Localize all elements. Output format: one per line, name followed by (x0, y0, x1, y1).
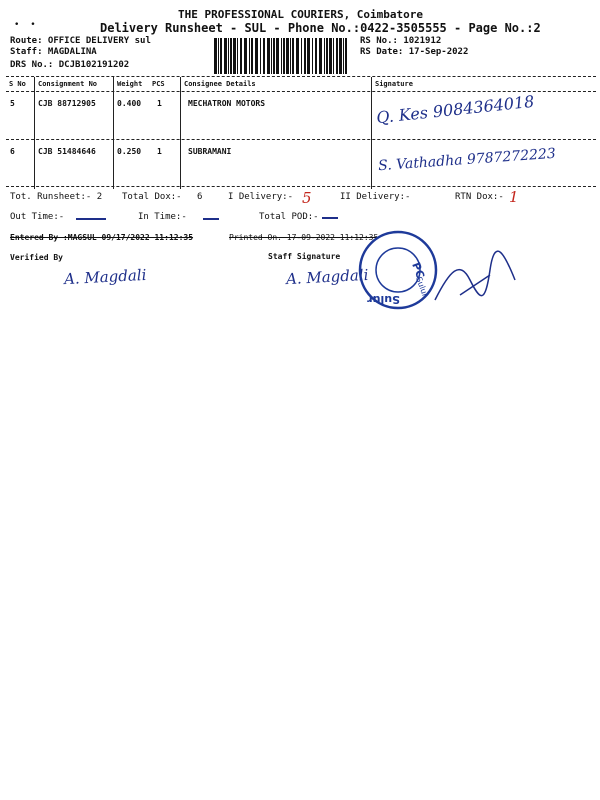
out-time-label: Out Time:- (10, 212, 65, 222)
verified-by-label: Verified By (10, 253, 63, 262)
barcode-bar (315, 38, 317, 74)
stamp-text-bottom: Sulur (367, 293, 400, 306)
barcode-bar (233, 38, 236, 74)
barcode-bar (283, 38, 285, 74)
barcode-bar (307, 38, 310, 74)
verifier-signature: A. Magdali (63, 265, 147, 289)
row-weight: 0.250 (117, 147, 142, 156)
table-top-border (6, 76, 596, 77)
row-consignment: CJB 88712905 (38, 99, 96, 108)
decorative-mark: • • (14, 20, 36, 30)
barcode-bar (273, 38, 275, 74)
stamp-text-top: PC (409, 260, 427, 281)
row-signature: S. Vathadha 9787272223 (377, 145, 557, 175)
barcode-bar (336, 38, 338, 74)
rs-date: RS Date: 17-Sep-2022 (360, 47, 469, 57)
header-pcs: PCS (152, 80, 165, 88)
barcode-bar (304, 38, 306, 74)
barcode-bar (214, 38, 217, 74)
barcode-bar (230, 38, 232, 74)
barcode-bar (267, 38, 270, 74)
ii-delivery-label: II Delivery:- (340, 192, 411, 202)
barcode (212, 36, 352, 76)
barcode-bar (319, 38, 322, 74)
header-consignee: Consignee Details (184, 80, 256, 88)
barcode-bar (276, 38, 279, 74)
barcode-bar (339, 38, 342, 74)
header-weight: Weight (117, 80, 143, 88)
rtn-dox-value: 1 (509, 188, 519, 206)
barcode-bar (249, 38, 250, 74)
col-divider (34, 77, 35, 189)
tot-runsheet: Tot. Runsheet:- 2 (10, 192, 103, 202)
barcode-bar (220, 38, 222, 74)
row-signature: Q. Kes 9084364018 (375, 91, 536, 128)
barcode-bar (324, 38, 325, 74)
barcode-bar (286, 38, 289, 74)
barcode-bar (333, 38, 334, 74)
barcode-bar (244, 38, 247, 74)
barcode-bar (251, 38, 253, 74)
barcode-bar (240, 38, 242, 74)
total-dox-value: 6 (197, 192, 203, 202)
barcode-bar (255, 38, 258, 74)
header-sno: S No (9, 80, 26, 88)
barcode-bar (329, 38, 332, 74)
barcode-bar (290, 38, 291, 74)
in-time-label: In Time:- (138, 212, 187, 222)
company-title: THE PROFESSIONAL COURIERS, Coimbatore (178, 8, 424, 21)
col-divider (180, 77, 181, 189)
barcode-bar (224, 38, 227, 74)
row-consignment: CJB 51484646 (38, 147, 96, 156)
staff-label: Staff: MAGDALINA (10, 47, 97, 57)
barcode-bar (281, 38, 282, 74)
barcode-bar (228, 38, 229, 74)
out-time-dash (76, 218, 106, 220)
row-sno: 6 (10, 147, 15, 156)
barcode-bar (326, 38, 328, 74)
row-sno: 5 (10, 99, 15, 108)
row-weight: 0.400 (117, 99, 142, 108)
drs-number: DRS No.: DCJB102191202 (10, 60, 130, 70)
printed-on: Printed On. 17-09-2022 11:12:35 (229, 233, 379, 242)
barcode-bar (296, 38, 299, 74)
staff-signature: A. Magdali (285, 265, 369, 289)
header-bottom-border (6, 91, 596, 92)
header-consignment: Consignment No (38, 80, 98, 88)
col-divider (371, 77, 372, 189)
row-pcs: 1 (157, 147, 162, 156)
total-pod-dash (322, 217, 338, 219)
barcode-bar (263, 38, 265, 74)
i-delivery-value: 5 (302, 189, 312, 207)
stamp-text-mid: Sulur (414, 275, 430, 299)
staff-signature-label: Staff Signature (268, 252, 341, 261)
entered-by: Entered By :MAGSUL 09/17/2022 11:12:35 (10, 233, 194, 242)
barcode-bar (237, 38, 238, 74)
header-signature: Signature (375, 80, 413, 88)
barcode-bar (312, 38, 313, 74)
row-divider (6, 139, 596, 140)
row-consignee: MECHATRON MOTORS (188, 99, 266, 108)
barcode-bar (301, 38, 302, 74)
in-time-dash (203, 218, 219, 220)
table-bottom-border (6, 186, 596, 187)
col-divider (113, 77, 114, 189)
barcode-bar (218, 38, 219, 74)
i-delivery-label: I Delivery:- (228, 192, 294, 202)
row-consignee: SUBRAMANI (188, 147, 232, 156)
total-dox-label: Total Dox:- (122, 192, 182, 202)
barcode-bar (345, 38, 347, 74)
rs-number: RS No.: 1021912 (360, 36, 442, 46)
route-label: Route: OFFICE DELIVERY sul (10, 36, 151, 46)
rtn-dox-label: RTN Dox:- (455, 192, 504, 202)
extra-signature-scribble (430, 250, 520, 310)
barcode-bar (292, 38, 294, 74)
barcode-bar (271, 38, 272, 74)
row-pcs: 1 (157, 99, 162, 108)
total-pod-label: Total POD:- (259, 212, 319, 222)
office-stamp (356, 228, 440, 312)
barcode-bar (260, 38, 261, 74)
runsheet-title: Delivery Runsheet - SUL - Phone No.:0422-3505555 - Page No.:2 (100, 21, 541, 35)
barcode-bar (343, 38, 344, 74)
